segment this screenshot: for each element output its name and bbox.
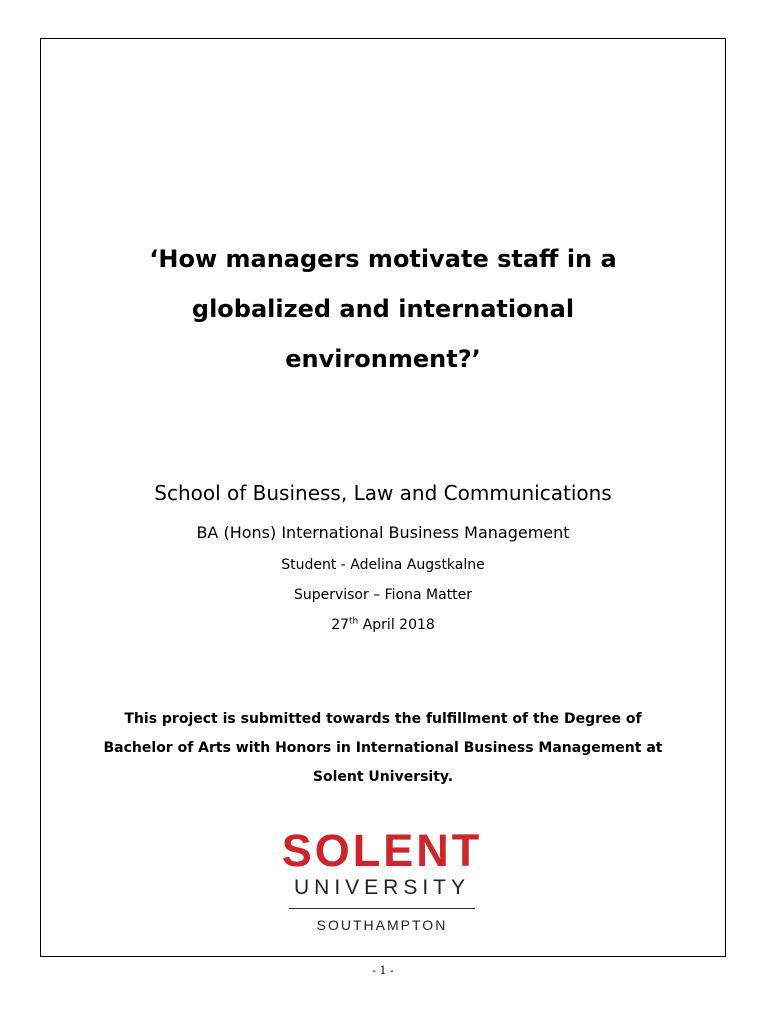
page-number: - 1 - (372, 964, 394, 977)
logo-divider (289, 908, 475, 909)
school-name: School of Business, Law and Communications (154, 481, 612, 505)
title-line-3: environment?’ (285, 345, 481, 373)
submission-line-1: This project is submitted towards the fulfillment of the Degree of (124, 711, 642, 727)
date-suffix: th (349, 616, 359, 627)
date-day: 27 (331, 617, 350, 633)
student-name: Student - Adelina Augstkalne (281, 557, 485, 573)
date-rest: April 2018 (358, 617, 435, 633)
submission-line-2: Bachelor of Arts with Honors in International Business Management at (103, 740, 663, 756)
logo-solent-text: SOLENT (281, 825, 483, 876)
title-line-1: ‘How managers motivate staff in a (149, 245, 617, 273)
title-line-2: globalized and international (191, 295, 575, 323)
logo-university-text: UNIVERSITY (293, 876, 471, 899)
supervisor-name: Supervisor – Fiona Matter (293, 587, 473, 603)
submission-date (40, 615, 726, 635)
submission-line-3: Solent University. (312, 769, 454, 785)
degree-name: BA (Hons) International Business Management (196, 523, 570, 542)
submission-statement (40, 705, 726, 792)
university-logo (268, 825, 496, 934)
logo-southampton-text: SOUTHAMPTON (316, 917, 448, 933)
